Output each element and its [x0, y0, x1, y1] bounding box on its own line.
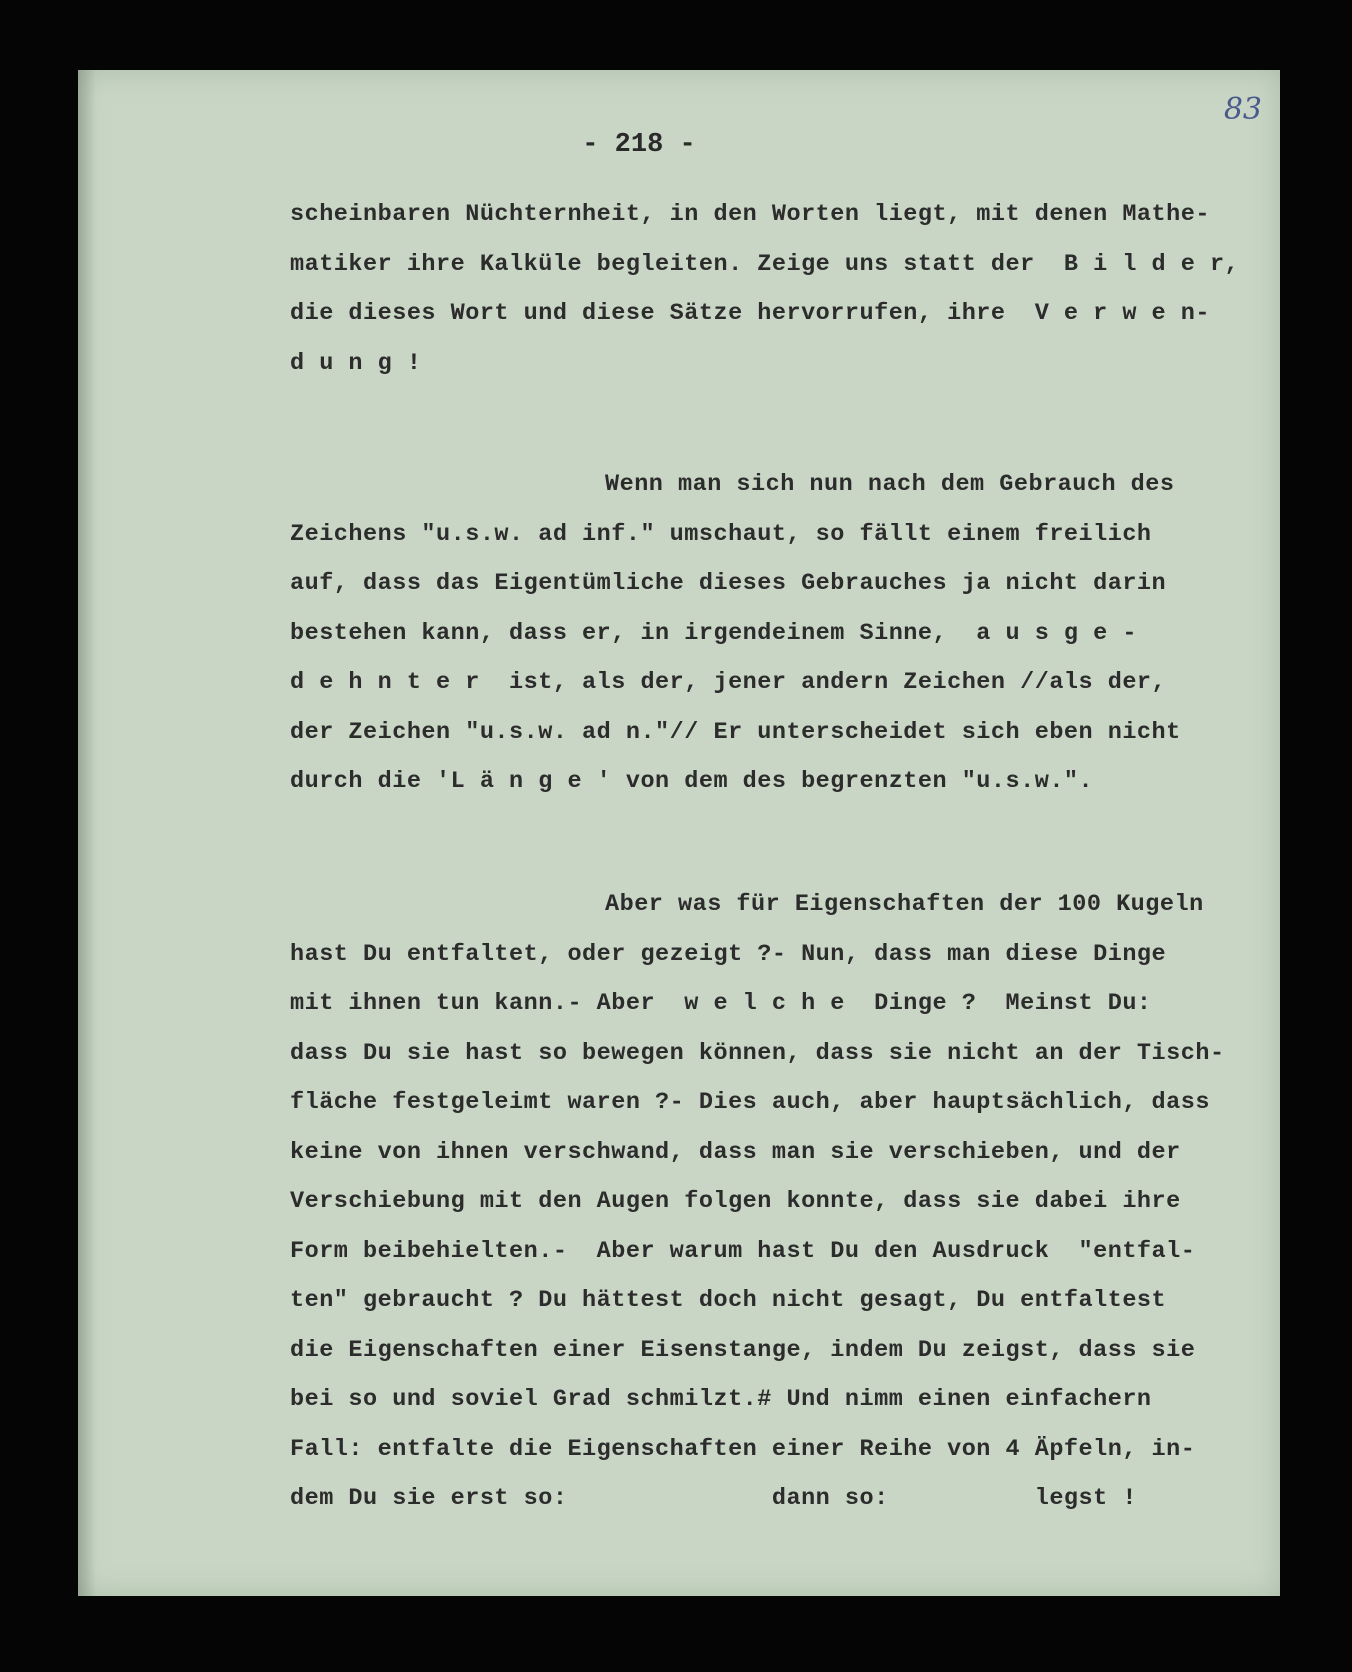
- text-line: durch die 'L ä n g e ' von dem des begrenzten "u.s.w.".: [290, 768, 1094, 795]
- paragraph-3: [290, 880, 1230, 1524]
- text-line: mit ihnen tun kann.- Aber w e l c h e Dinge ? Meinst Du:: [290, 990, 1152, 1017]
- text-line: dem Du sie erst so: dann so: legst !: [290, 1485, 1137, 1512]
- text-line: die dieses Wort und diese Sätze hervorrufen, ihre V e r w e n-: [290, 300, 1210, 327]
- text-line: d e h n t e r ist, als der, jener andern Zeichen //als der,: [290, 669, 1167, 696]
- text-line: bei so und soviel Grad schmilzt.# Und nimm einen einfachern: [290, 1386, 1152, 1413]
- text-line: der Zeichen "u.s.w. ad n."// Er unterscheidet sich eben nicht: [290, 718, 1181, 746]
- folio-number: 83: [1223, 92, 1262, 127]
- text-line: Verschiebung mit den Augen folgen konnte, dass sie dabei ihre: [290, 1188, 1181, 1215]
- text-line: Wenn man sich nun nach dem Gebrauch des: [605, 471, 1175, 498]
- text-line: Aber was für Eigenschaften der 100 Kugeln: [605, 891, 1204, 918]
- text-line: auf, dass das Eigentümliche dieses Gebrauches ja nicht darin: [290, 570, 1167, 597]
- text-line: matiker ihre Kalküle begleiten. Zeige uns statt der B i l d e r,: [290, 250, 1240, 278]
- text-line: scheinbaren Nüchternheit, in den Worten liegt, mit denen Mathe-: [290, 201, 1210, 228]
- page-number: - 218 -: [582, 130, 696, 160]
- document-page: [78, 70, 1280, 1596]
- text-line: fläche festgeleimt waren ?- Dies auch, aber hauptsächlich, dass: [290, 1089, 1210, 1116]
- text-line: Form beibehielten.- Aber warum hast Du den Ausdruck "entfal-: [290, 1237, 1196, 1265]
- paragraph-2: [290, 460, 1230, 807]
- text-line: ten" gebraucht ? Du hättest doch nicht gesagt, Du entfaltest: [290, 1287, 1167, 1314]
- text-line: die Eigenschaften einer Eisenstange, indem Du zeigst, dass sie: [290, 1336, 1196, 1364]
- text-line: hast Du entfaltet, oder gezeigt ?- Nun, dass man diese Dinge: [290, 940, 1167, 968]
- text-line: bestehen kann, dass er, in irgendeinem Sinne, a u s g e -: [290, 619, 1137, 647]
- text-line: d u n g !: [290, 349, 422, 377]
- text-line: keine von ihnen verschwand, dass man sie verschieben, und der: [290, 1138, 1181, 1166]
- text-line: dass Du sie hast so bewegen können, dass sie nicht an der Tisch-: [290, 1039, 1225, 1067]
- paragraph-1: [290, 190, 1240, 388]
- text-line: Zeichens "u.s.w. ad inf." umschaut, so fällt einem freilich: [290, 520, 1152, 548]
- text-line: Fall: entfalte die Eigenschaften einer Reihe von 4 Äpfeln, in-: [290, 1435, 1196, 1463]
